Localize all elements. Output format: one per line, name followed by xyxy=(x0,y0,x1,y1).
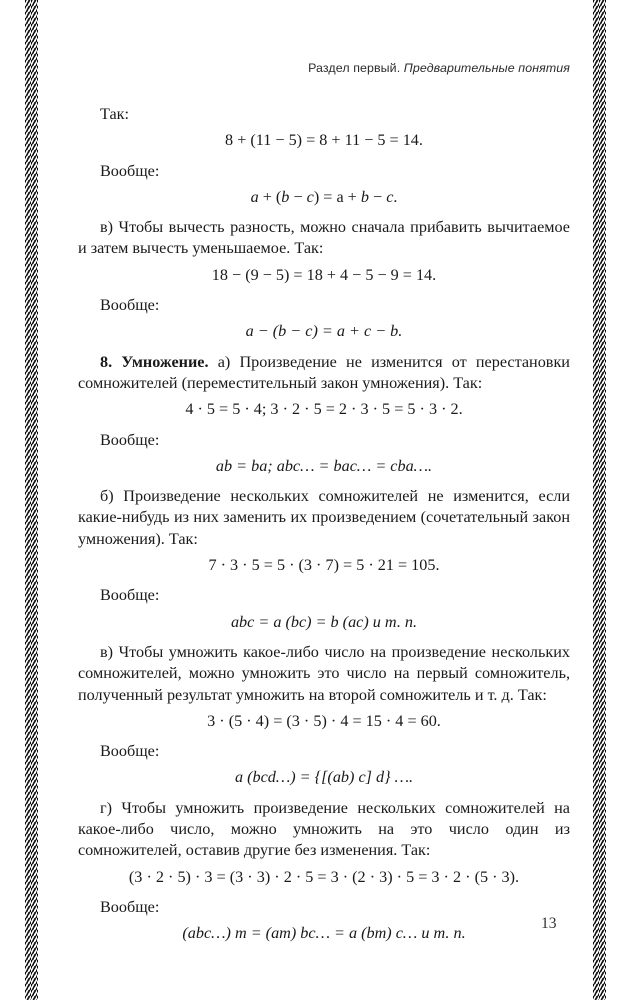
formula-6-text: ab = ba; abc… = bac… = cba…. xyxy=(215,456,433,475)
decorative-border-left xyxy=(25,0,38,1000)
formula-7: 7 · 3 · 5 = 5 · (3 · 7) = 5 · 21 = 105. xyxy=(208,556,440,575)
paragraph-g-multiply: г) Чтобы умножить произведение нескольких сомножителей на какое-либо число, можно умножить на это число один из сомножителей, оставив другие без изменения. Так: xyxy=(78,798,570,860)
fm2-c1: c xyxy=(306,187,314,206)
fm2-mid1: + ( xyxy=(258,187,282,206)
label-voobshche-2: Вообще: xyxy=(100,296,160,315)
formula-4 xyxy=(78,321,570,342)
label-voobshche-5: Вообще: xyxy=(100,742,160,761)
label-tak-1: Так: xyxy=(100,105,130,123)
fm2-b2: b xyxy=(360,187,369,206)
running-head-prefix: Раздел первый. xyxy=(308,61,401,75)
fm2-b1: b xyxy=(281,187,290,206)
section8-text: а) Произведение не изменится от перестановки сомножителей (переместительный закон умножения). Так: xyxy=(78,352,570,392)
running-head xyxy=(308,61,570,75)
label-voobshche-1: Вообще: xyxy=(100,161,160,180)
paragraph-section8 xyxy=(78,352,570,395)
paragraph-v-multiply: в) Чтобы умножить какое-либо число на произведение нескольких сомножителей, можно умножить это число на первый сомножитель, полученный результат умножить на второй сомножитель и т. д. Так: xyxy=(78,642,570,704)
paragraph-v-subtraction: в) Чтобы вычесть разность, можно сначала прибавить вычитаемое и затем вычесть уменьшаемое. Так: xyxy=(78,218,570,258)
formula-1: 8 + (11 − 5) = 8 + 11 − 5 = 14. xyxy=(225,131,423,150)
paragraph-b-associative: б) Произведение нескольких сомножителей не изменится, если какие-нибудь из них заменить их произведением (сочетательный закон умножения). Так: xyxy=(78,487,570,548)
formula-12-text: (abc…) m = (am) bc… = a (bm) c… и т. п. xyxy=(182,924,466,943)
fm2-a2: a xyxy=(336,187,344,206)
formula-4-text: a − (b − c) = a + c − b. xyxy=(245,322,403,341)
formula-10-text: a (bcd…) = {[(ab) c] d} …. xyxy=(234,768,414,787)
label-voobshche-3: Вообще: xyxy=(100,430,160,449)
decorative-border-right xyxy=(593,0,606,1000)
text-column xyxy=(78,104,570,945)
formula-8-text: abc = a (bc) = b (ac) и т. п. xyxy=(230,612,418,631)
label-voobshche-6: Вообще: xyxy=(100,897,160,916)
page-number: 13 xyxy=(541,915,557,932)
fm2-plus: + xyxy=(343,187,361,206)
fm2-minus2: − xyxy=(368,187,387,206)
label-voobshche-4: Вообще: xyxy=(100,586,160,605)
fm2-minus1: − xyxy=(289,187,307,206)
fm2-eq: ) = xyxy=(313,187,337,206)
formula-8 xyxy=(78,612,570,633)
fm2-a1: a xyxy=(250,187,259,206)
section8-heading: 8. Умножение. xyxy=(100,352,209,371)
formula-3: 18 − (9 − 5) = 18 + 4 − 5 − 9 = 14. xyxy=(211,265,437,284)
running-head-title: Предварительные понятия xyxy=(403,61,570,75)
formula-5: 4 · 5 = 5 · 4; 3 · 2 · 5 = 2 · 3 · 5 = 5 · 3 · 2. xyxy=(185,400,463,419)
formula-12 xyxy=(78,923,570,944)
formula-6 xyxy=(78,456,570,477)
formula-9: 3 · (5 · 4) = (3 · 5) · 4 = 15 · 4 = 60. xyxy=(207,711,441,730)
formula-11: (3 · 2 · 5) · 3 = (3 · 3) · 2 · 5 = 3 · (2 · 3) · 5 = 3 · 2 · (5 · 3). xyxy=(128,867,520,886)
formula-10 xyxy=(78,767,570,788)
formula-2 xyxy=(78,187,570,208)
fm2-end: . xyxy=(393,187,398,206)
fm2-c2: c xyxy=(386,187,394,206)
